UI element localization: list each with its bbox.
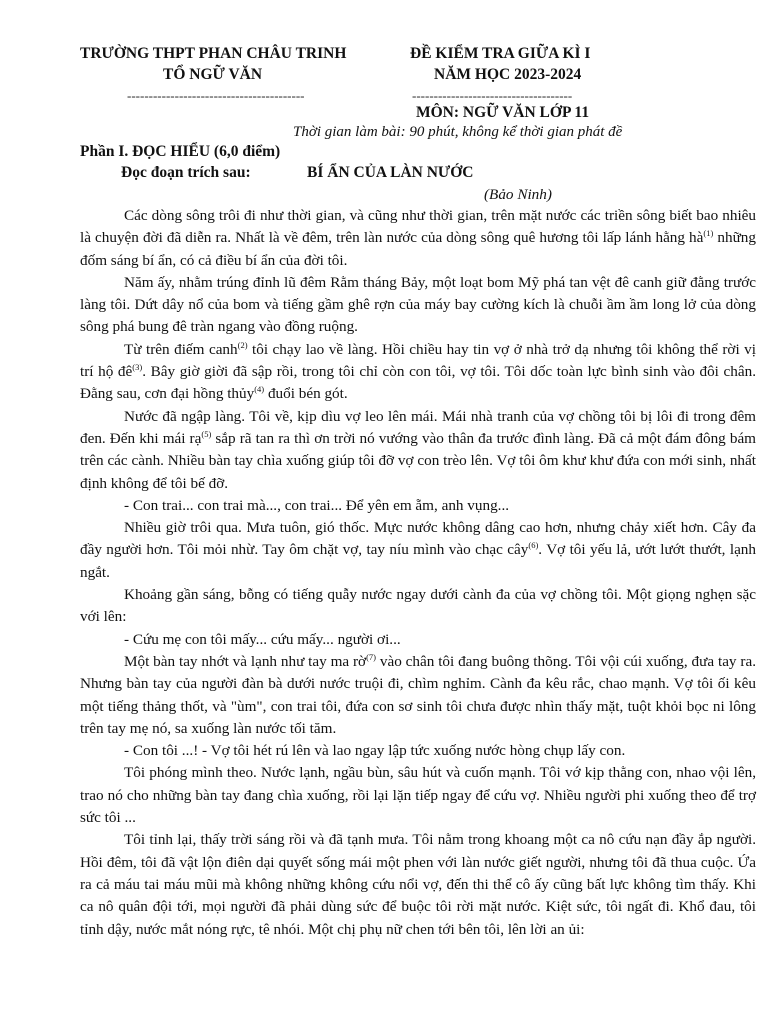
- paragraph-9: Một bàn tay nhớt và lạnh như tay ma rờ$^{(7)}$ vào chân tôi đang buông thõng. Tôi vội cúi xuống, đưa tay ra. Nhưng bàn tay của người đàn bà dưới nước truội đi, chìm nghỉm. Cành đa kêu rắc, chao mạnh. Vợ tôi ối kêu một tiếng thảng thốt, và "ùm", con trai tôi, đứa con sơ sinh tôi chưa được nhìn thấy mặt, tuột khỏi bọc ni lông trên tay mẹ nó, sa xuống làn nước tối tăm.: [80, 651, 756, 737]
- paragraph-4: Nước đã ngập làng. Tôi về, kịp dìu vợ leo lên mái. Mái nhà tranh của vợ chồng tôi bị lôi đi trong đêm đen. Đến khi mái rạ$^{(5)}$ sắp rã tan ra thì ơn trời nó vướng vào thân đa trước đình làng. Đã cả một đám đông bám trên các cành. Nhiều bàn tay chìa xuống giúp tôi đỡ vợ con trèo lên. Vợ tôi ôm khư khư đứa con mới sinh, nhất định không để tôi bế đỡ.: [80, 407, 756, 492]
- paragraph-1: Các dòng sông trôi đi như thời gian, và cũng như thời gian, trên mặt nước các triền sông biết bao nhiêu là chuyện đời đã diễn ra. Nhất là về đêm, trên làn nước của dòng sông quê hương tôi lấp lánh hằng $hà^{(1)}$ những đốm sáng bí ẩn, có cả điều bí ẩn của đời tôi.: [80, 207, 756, 269]
- paragraph-6: Nhiều giờ trôi qua. Mưa tuôn, gió thốc. Mực nước không dâng cao hơn, nhưng chảy xiết hơn. Cây đa đầy người hơn. Tôi mỏi nhừ. Tay ôm chặt vợ, tay níu mình vào chạc cây$^{(6)}$. Vợ tôi yếu lả, ướt lướt thướt, lạnh ngắt.: [80, 519, 756, 581]
- footnote-marker-1: (1): [703, 228, 714, 239]
- reading-instruction: Đọc đoạn trích sau:: [121, 164, 251, 181]
- footnote-marker-3: (3): [132, 362, 143, 373]
- school-name: TRƯỜNG THPT PHAN CHÂU TRINH: [80, 45, 347, 62]
- dialogue-1: - Con trai... con trai mà..., con trai... Để yên em ẵm, anh vụng...: [124, 496, 510, 514]
- paragraph-12: Tôi tỉnh lại, thấy trời sáng rồi và đã tạnh mưa. Tôi nằm trong khoang một ca nô cứu nạn đầy ắp người. Hồi đêm, tôi đã vật lộn điên dại quyết sống mái một phen với làn nước giết người, nhưng tôi đã thua cuộc. Ứa ra cả máu tai máu mũi mà không những không cứu nổi vợ, đến thi thể cô ấy cũng bất lực không tìm thấy. Khi ca nô quân đội tới, mọi người đã phải dùng sức để buộc tôi rời mặt nước. Kiệt sức, tôi ngất đi. Khổ đau, tôi tỉnh dậy, nước mắt nóng rực, tê nhói. Một chị phụ nữ chen tới bên tôi, lên lời an ủi:: [80, 831, 756, 938]
- story-title: BÍ ẨN CỦA LÀN NƯỚC: [307, 164, 474, 181]
- footnote-marker-7: (7): [366, 651, 377, 662]
- department-name: TỔ NGỮ VĂN: [163, 66, 263, 83]
- footnote-marker-2: (2): [237, 339, 248, 350]
- paragraph-11: Tôi phóng mình theo. Nước lạnh, ngầu bùn, sâu hút và cuốn mạnh. Tôi vớ kịp thằng con, nhao vội lên, trao nó cho những bàn tay đang chìa xuống, rồi lại lặn tiếp ngay để cứu vợ. Nhiều người phi xuống theo để trợ sức tôi ...: [80, 764, 756, 827]
- time-note: Thời gian làm bài: 90 phút, không kể thời gian phát đề: [293, 124, 623, 140]
- section-title: Phần I. ĐỌC HIỂU (6,0 điểm): [80, 143, 281, 160]
- dialogue-3: - Con tôi ...! - Vợ tôi hét rú lên và lao ngay lập tức xuống nước hòng chụp lấy con.: [124, 742, 626, 760]
- paragraph-3: Từ trên điếm canh$^{(2)}$ tôi chạy lao về làng. Hồi chiều hay tin vợ ở nhà trở dạ nhưng tôi không thể rời vị trí hộ $đê^{(3)}$. Bây giờ giời đã sập rồi, trong tôi chỉ còn con tôi, vợ tôi. Tôi dốc toàn lực bình sinh vào đôi chân. Đằng sau, cơn đại hồng thủy$^{(4)}$ đuổi bén gót.: [80, 339, 756, 403]
- left-divider: -----------------------------------------: [127, 88, 305, 103]
- paragraph-7: Khoảng gần sáng, bỗng có tiếng quẫy nước ngay dưới cành đa của vợ chồng tôi. Một giọng nghẹn sặc với lên:: [80, 586, 756, 626]
- exam-title: ĐỀ KIỂM TRA GIỮA KÌ I: [410, 45, 591, 62]
- subject-title: MÔN: NGỮ VĂN LỚP 11: [416, 104, 590, 121]
- right-divider: -------------------------------------: [412, 88, 573, 103]
- paragraph-2: Năm ấy, nhằm trúng đỉnh lũ đêm Rằm tháng Bảy, một loạt bom Mỹ phá tan vệt đê canh giữ đằng trước làng tôi. Dứt dây nổ của bom và tiếng gầm ghê rợn của máy bay cường kích là chuỗi ầm ầm long lở của dòng sông phá bung đê tràn ngang vào đồng ruộng.: [80, 273, 756, 336]
- author-name: (Bảo Ninh): [484, 186, 552, 203]
- footnote-marker-5: (5): [201, 428, 212, 439]
- reading-passage: [80, 205, 756, 941]
- dialogue-2: - Cứu mẹ con tôi mấy... cứu mấy... người ơi...: [124, 630, 401, 648]
- footnote-marker-4: (4): [254, 384, 265, 395]
- footnote-marker-6: (6): [528, 540, 539, 551]
- school-year: NĂM HỌC 2023-2024: [434, 66, 582, 83]
